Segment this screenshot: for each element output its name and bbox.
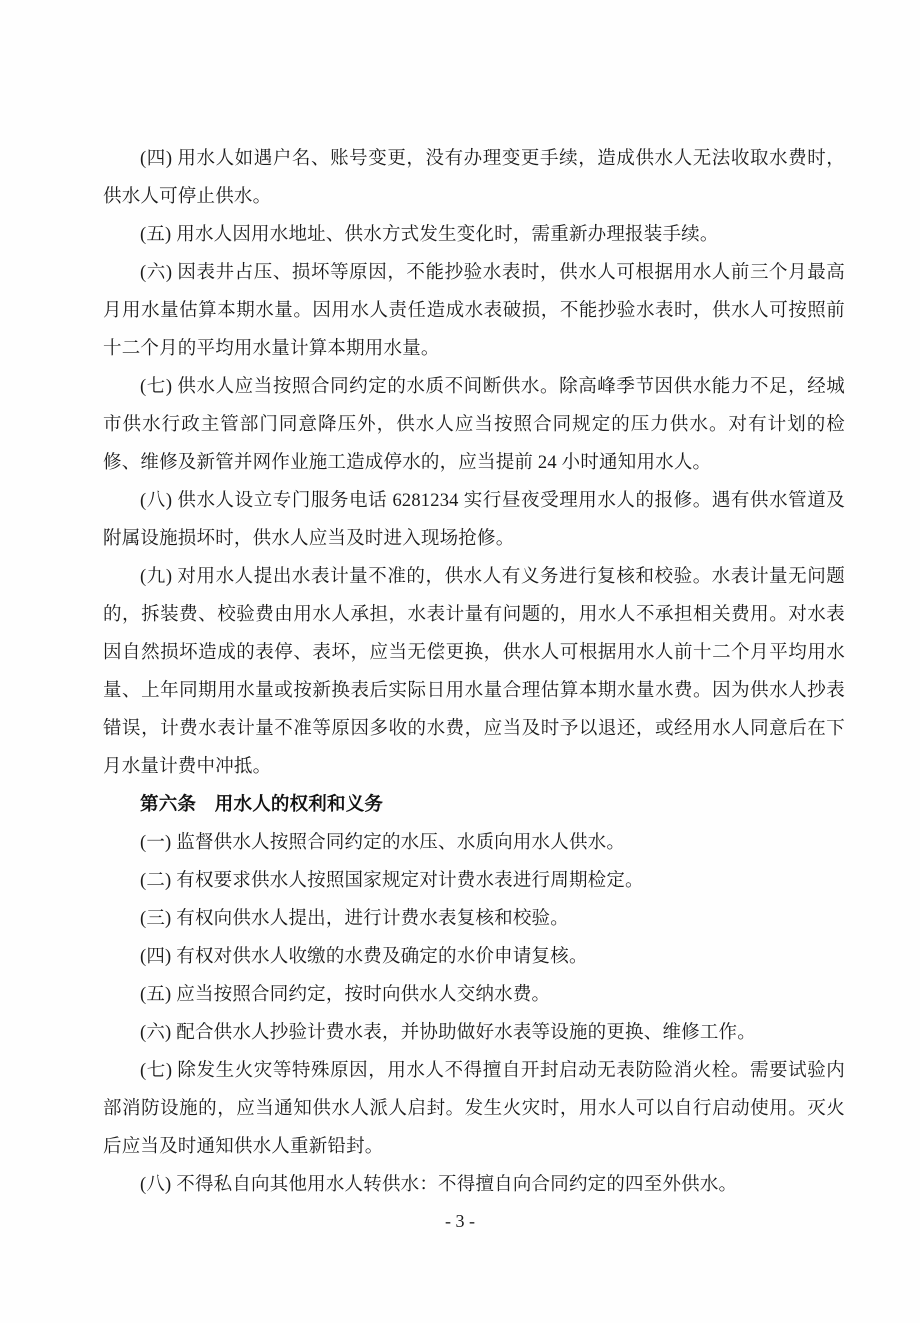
paragraph: (五) 用水人因用水地址、供水方式发生变化时，需重新办理报装手续。 <box>140 225 719 245</box>
paragraph: (九) 对用水人提出水表计量不准的，供水人有义务进行复核和校验。水表计量无问题的，拆装费、校验费由用水人承担，水表计量有问题的，用水人不承担相关费用。对水表因自然损坏造成的表停、表坏，应当无偿更换，供水人可根据用水人前十二个月平均用水量、上年同期用水量或按新换表后实际日用水量合理估算本期水量水费。因为供水人抄表错误，计费水表计量不准等原因多收的水费，应当及时予以退还，或经用水人同意后在下月水量计费中冲抵。 <box>103 567 845 777</box>
page-number: - 3 - <box>445 1211 475 1231</box>
paragraph: (六) 配合供水人抄验计费水表，并协助做好水表等设施的更换、维修工作。 <box>140 1023 756 1043</box>
paragraph: (四) 用水人如遇户名、账号变更，没有办理变更手续，造成供水人无法收取水费时，供水人可停止供水。 <box>103 149 845 207</box>
page-footer <box>0 1206 920 1236</box>
paragraph: (七) 供水人应当按照合同约定的水质不间断供水。除高峰季节因供水能力不足，经城市供水行政主管部门同意降压外，供水人应当按照合同规定的压力供水。对有计划的检修、维修及新管并网作业施工造成停水的，应当提前 24 小时通知用水人。 <box>103 377 845 473</box>
paragraph: (四) 有权对供水人收缴的水费及确定的水价申请复核。 <box>140 947 588 967</box>
section-heading: 第六条 用水人的权利和义务 <box>140 795 384 815</box>
paragraph: (八) 供水人设立专门服务电话 6281234 实行昼夜受理用水人的报修。遇有供水管道及附属设施损坏时，供水人应当及时进入现场抢修。 <box>103 491 845 549</box>
paragraph: (五) 应当按照合同约定，按时向供水人交纳水费。 <box>140 985 551 1005</box>
paragraph: (三) 有权向供水人提出，进行计费水表复核和校验。 <box>140 909 569 929</box>
paragraph: (七) 除发生火灾等特殊原因，用水人不得擅自开封启动无表防险消火栓。需要试验内部消防设施的，应当通知供水人派人启封。发生火灾时，用水人可以自行启动使用。灭火后应当及时通知供水人重新铅封。 <box>103 1061 845 1157</box>
paragraph: (八) 不得私自向其他用水人转供水：不得擅自向合同约定的四至外供水。 <box>140 1175 738 1195</box>
document-body <box>103 140 845 1204</box>
paragraph: (二) 有权要求供水人按照国家规定对计费水表进行周期检定。 <box>140 871 644 891</box>
paragraph: (六) 因表井占压、损坏等原因，不能抄验水表时，供水人可根据用水人前三个月最高月用水量估算本期水量。因用水人责任造成水表破损，不能抄验水表时，供水人可按照前十二个月的平均用水量计算本期用水量。 <box>103 263 845 359</box>
paragraph: (一) 监督供水人按照合同约定的水压、水质向用水人供水。 <box>140 833 626 853</box>
